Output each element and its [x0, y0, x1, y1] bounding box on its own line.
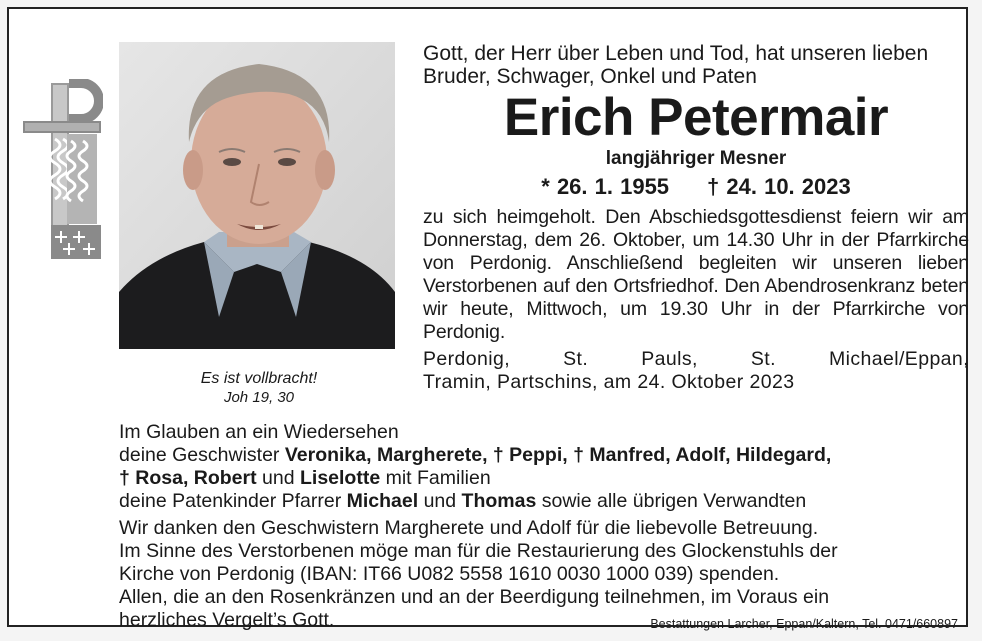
thanks-line-4: Allen, die an den Rosenkränzen und an der Beerdigung teilnehmen, im Voraus ein	[119, 586, 830, 608]
birth-date: * 26. 1. 1955	[541, 174, 670, 199]
thanks-line-1: Wir danken den Geschwistern Margherete und Adolf für die liebevolle Betreuung.	[119, 517, 819, 539]
deceased-name: Erich Petermair	[503, 88, 889, 147]
intro-text: Gott, der Herr über Leben und Tod, hat unseren lieben Bruder, Schwager, Onkel und Paten	[423, 42, 929, 88]
mourners-block	[119, 421, 969, 632]
thanks-line-3: Kirche von Perdonig (IBAN: IT66 U082 5558 1610 0030 1000 039) spenden.	[119, 563, 780, 585]
mourners-intro: Im Glauben an ein Wiedersehen	[119, 421, 399, 443]
siblings-names-2: † Rosa, Robert	[119, 467, 257, 489]
godchildren-and: und	[418, 490, 462, 512]
quote-text: Es ist vollbracht!	[200, 370, 318, 387]
announcement-block	[423, 42, 969, 394]
siblings-names: Veronika, Margherete, † Peppi, † Manfred, Adolf, Hildegard,	[284, 444, 832, 466]
death-date: † 24. 10. 2023	[707, 174, 851, 199]
godchildren-suffix: sowie alle übrigen Verwandten	[536, 490, 807, 512]
undertaker-contact: Bestattungen Larcher, Eppan/Kaltern, Tel. 0471/660897	[650, 617, 958, 631]
scripture-quote	[159, 369, 359, 407]
siblings-and: und	[256, 467, 300, 489]
siblings-prefix: deine Geschwister	[119, 444, 285, 466]
portrait-photo	[119, 42, 395, 349]
godchild-2: Thomas	[461, 490, 537, 512]
quote-reference: Joh 19, 30	[223, 389, 295, 406]
place-line-2: Tramin, Partschins, am 24. Oktober 2023	[423, 371, 795, 393]
godchild-1: Michael	[346, 490, 419, 512]
funeral-details: zu sich heimgeholt. Den Abschiedsgottesdienst feiern wir am Donnerstag, dem 26. Oktober, um 14.30 Uhr in der Pfarrkirche von Perdonig. Anschließend begleiten wir unseren lieben Verstorbenen auf den Ortsfriedhof. Den Abendrosenkranz beten wir heute, Mittwoch, um 19.30 Uhr in der Pfarrkirche von Perdonig.	[423, 206, 969, 343]
place-line-1: Perdonig, St. Pauls, St. Michael/Eppan,	[423, 348, 969, 370]
siblings-line	[119, 444, 969, 467]
siblings-line-2	[119, 467, 969, 490]
godchildren-line	[119, 490, 969, 513]
godchildren-prefix: deine Patenkinder Pfarrer	[119, 490, 347, 512]
siblings-last: Liselotte	[300, 467, 381, 489]
obituary-card	[7, 7, 969, 631]
thanks-line-5: herzliches Vergelt’s Gott.	[119, 609, 335, 631]
thanks-line-2: Im Sinne des Verstorbenen möge man für die Restaurierung des Glockenstuhls der	[119, 540, 838, 562]
deceased-role: langjähriger Mesner	[605, 148, 787, 169]
life-dates	[423, 172, 969, 202]
chi-rho-cross-icon	[21, 79, 103, 261]
siblings-suffix: mit Familien	[380, 467, 491, 489]
